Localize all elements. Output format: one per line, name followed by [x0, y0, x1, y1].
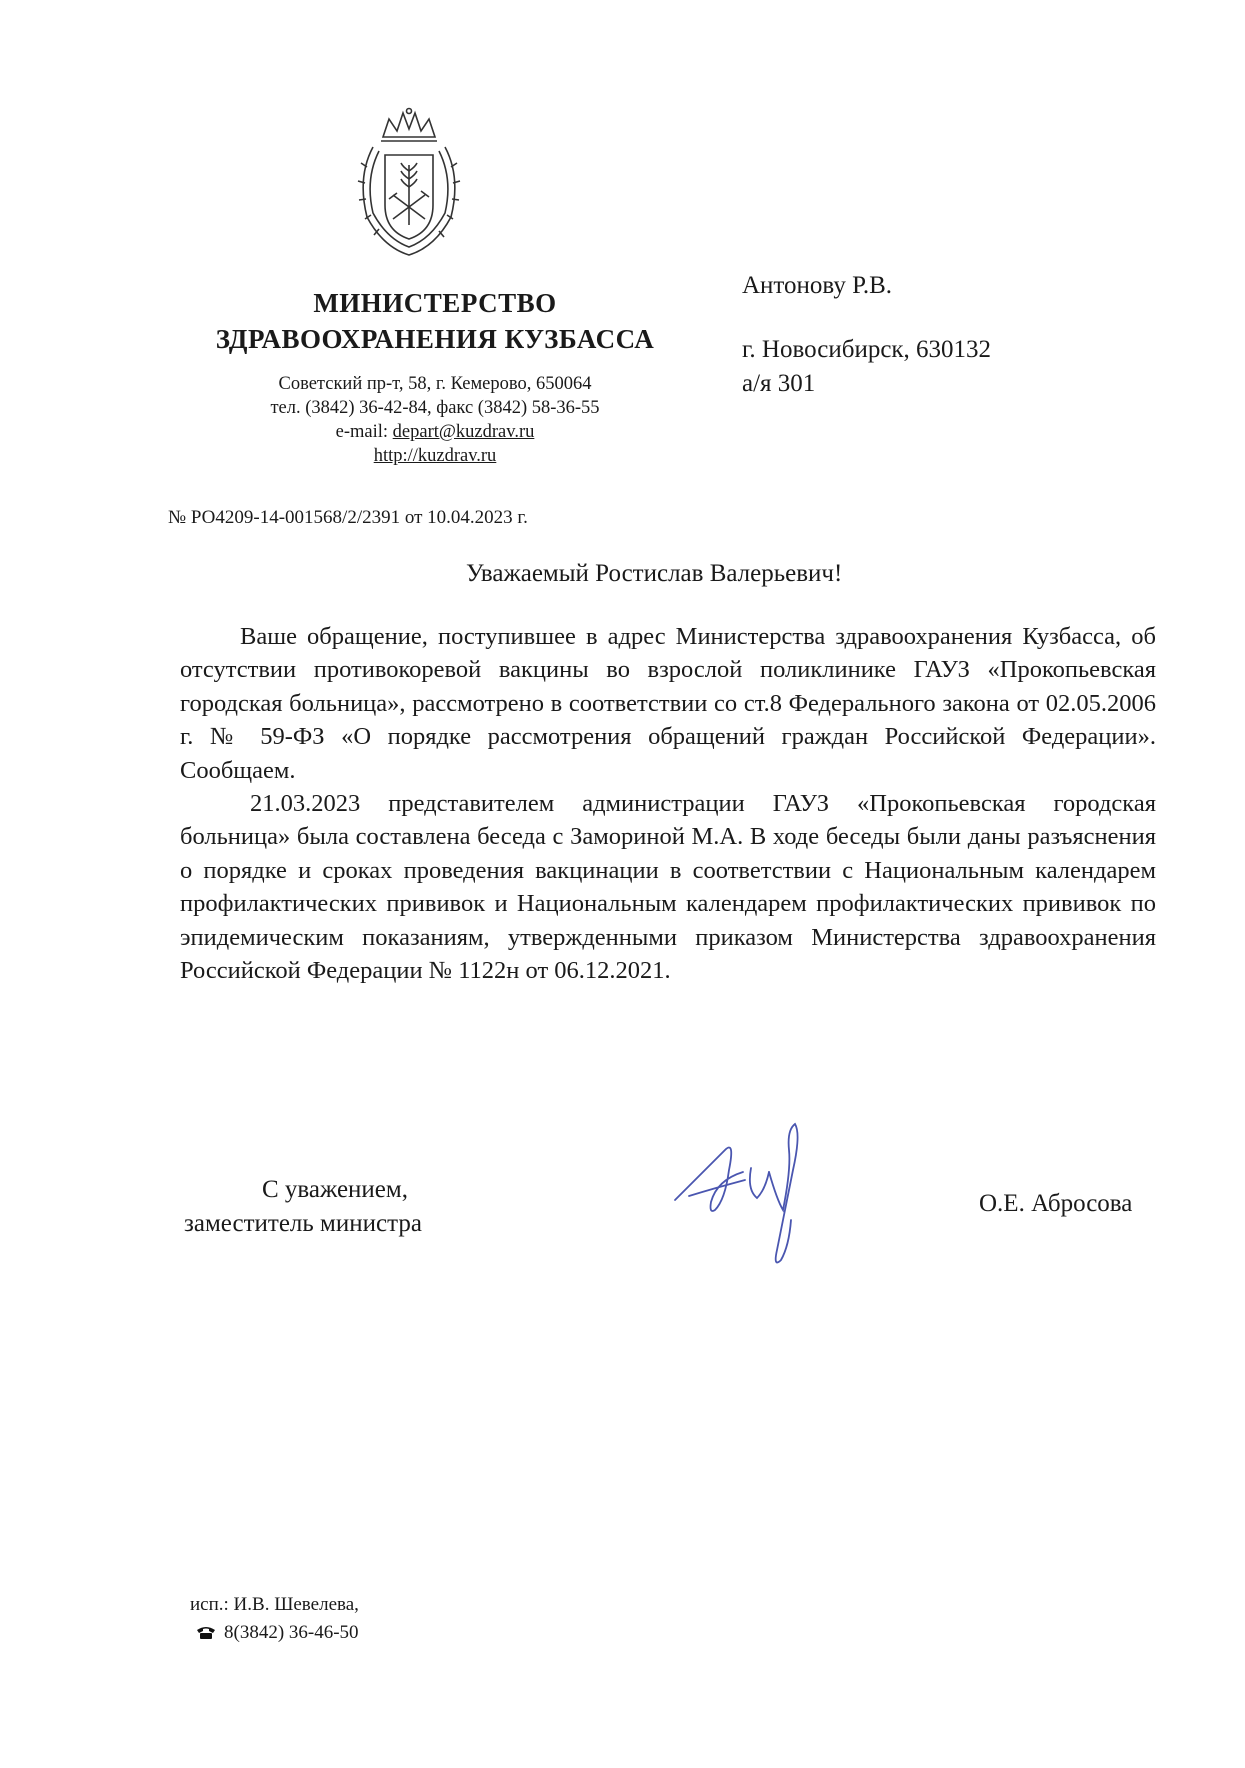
recipient-city: г. Новосибирск, 630132	[742, 336, 992, 363]
email-label: e-mail:	[335, 422, 393, 442]
email-link[interactable]: depart@kuzdrav.ru	[392, 422, 535, 442]
ministry-address: Советский пр-т, 58, г. Кемерово, 650064	[278, 374, 592, 394]
signatory-name: О.Е. Абросова	[979, 1190, 1133, 1217]
ministry-name-line2: ЗДРАВООХРАНЕНИЯ КУЗБАССА	[215, 324, 655, 354]
telephone-icon	[196, 1625, 216, 1640]
ministry-contact-block	[195, 372, 675, 468]
signature-closing: С уважением,	[262, 1176, 408, 1203]
recipient-po-box: а/я 301	[742, 370, 816, 397]
document-reference-number: № РО4209-14-001568/2/2391 от 10.04.2023 г.	[168, 507, 528, 528]
executor-phone-row	[196, 1619, 359, 1646]
handwritten-signature	[665, 1110, 855, 1270]
executor-label: исп.: И.В. Шевелева,	[190, 1594, 359, 1615]
recipient-name: Антонову Р.В.	[742, 272, 893, 299]
body-paragraph-1: Ваше обращение, поступившее в адрес Министерства здравоохранения Кузбасса, об отсутствии противокоревой вакцины во взрослой поликлинике ГАУЗ «Прокопьевская городская больница», рассмотрено в соответствии со ст.8 Федерального закона от 02.05.2006 г. № 59-ФЗ «О порядке рассмотрения обращений граждан Российской Федерации». Сообщаем.	[180, 623, 1156, 784]
ministry-email-row	[195, 420, 675, 444]
executor-phone: 8(3842) 36-46-50	[224, 1622, 359, 1643]
salutation: Уважаемый Ростислав Валерьевич!	[466, 560, 843, 587]
website-link[interactable]: http://kuzdrav.ru	[373, 446, 497, 466]
signature-position: заместитель министра	[184, 1210, 422, 1237]
coat-of-arms-emblem	[353, 107, 465, 259]
ministry-name-line1: МИНИСТЕРСТВО	[313, 288, 557, 318]
ministry-phone-fax: тел. (3842) 36-42-84, факс (3842) 58-36-55	[270, 398, 600, 418]
body-paragraph-2: 21.03.2023 представителем администрации ГАУЗ «Прокопьевская городская больница» была составлена беседа с Замориной М.А. В ходе беседы были даны разъяснения о порядке и сроках проведения вакцинации в соответствии с Национальным календарем профилактических прививок и Национальным календарем профилактических прививок по эпидемическим показаниям, утвержденными приказом Министерства здравоохранения Российской Федерации № 1122н от 06.12.2021.	[180, 790, 1156, 985]
